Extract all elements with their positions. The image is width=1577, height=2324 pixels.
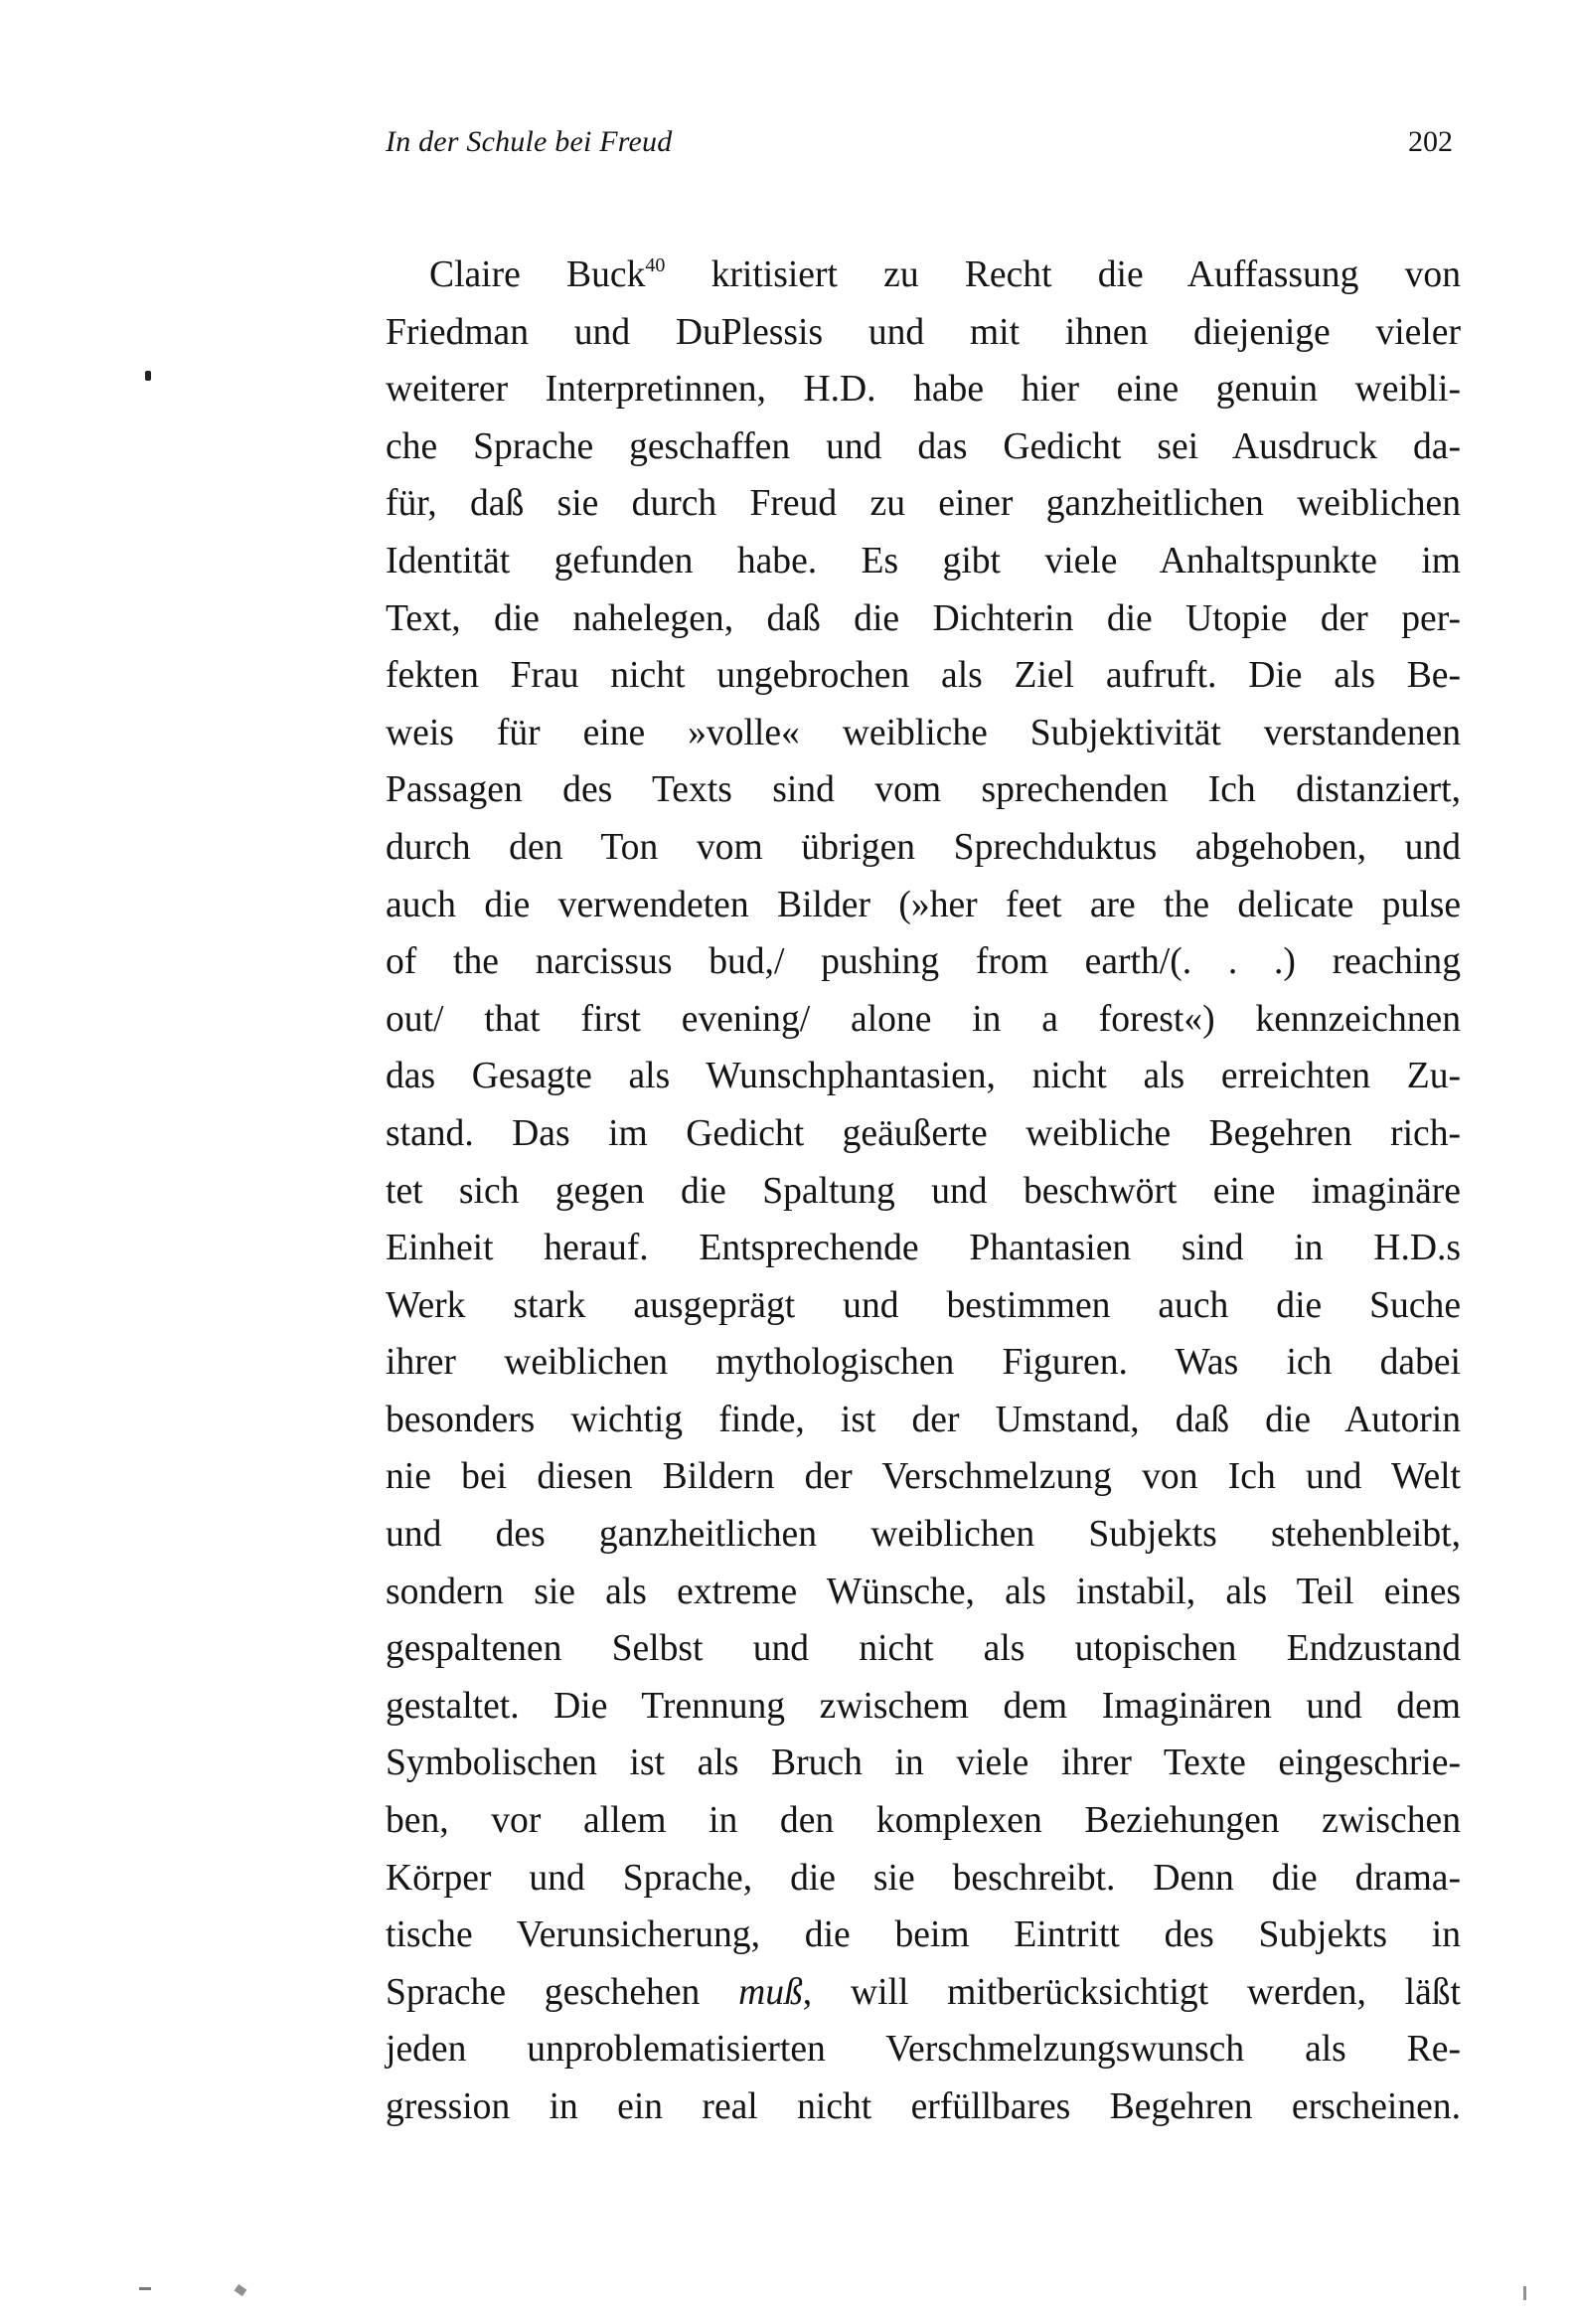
text-line: out/ that first evening/ alone in a forest«) kennzeichnen: [386, 998, 1461, 1040]
text-line: Identität gefunden habe. Es gibt viele Anhaltspunkte im: [386, 540, 1461, 581]
running-head: [386, 125, 1453, 165]
text-line: weis für eine »volle« weibliche Subjektivität verstandenen: [386, 712, 1461, 753]
margin-mark: [145, 371, 151, 381]
page-number: 202: [1408, 125, 1453, 158]
scan-speck: [235, 2284, 247, 2296]
line-text: Sprache geschehen: [386, 1971, 701, 2013]
text-line: [386, 1964, 1461, 2022]
text-line: besonders wichtig finde, ist der Umstand, daß die Autorin: [386, 1399, 1461, 1440]
line-text: kritisiert zu Recht die Auffassung von: [665, 254, 1461, 295]
text-line: Werk stark ausgeprägt und bestimmen auch die Suche: [386, 1284, 1461, 1326]
footnote-reference[interactable]: 40: [645, 254, 666, 276]
text-line: che Sprache geschaffen und das Gedicht sei Ausdruck da-: [386, 425, 1461, 467]
text-line: ben, vor allem in den komplexen Beziehungen zwischen: [386, 1800, 1461, 1842]
text-line: of the narcissus bud,/ pushing from earth/(. . .) reaching: [386, 941, 1461, 983]
scan-speck: [1523, 2286, 1526, 2300]
text-line: gression in ein real nicht erfüllbares Begehren erscheinen.: [386, 2086, 1461, 2127]
text-line: tische Verunsicherung, die beim Eintritt des Subjekts in: [386, 1914, 1461, 1956]
line-text: , will mitberücksichtigt werden, läßt: [802, 1971, 1461, 2013]
emphasized-word: muß: [738, 1971, 803, 2013]
text-line: durch den Ton vom übrigen Sprechduktus abgehoben, und: [386, 826, 1461, 868]
text-line: weiterer Interpretinnen, H.D. habe hier eine genuin weibli-: [386, 369, 1461, 411]
text-line: Text, die nahelegen, daß die Dichterin die Utopie der per-: [386, 597, 1461, 639]
text-line: Symbolischen ist als Bruch in viele ihrer Texte eingeschrie-: [386, 1743, 1461, 1784]
text-line: Friedman und DuPlessis und mit ihnen diejenige vieler: [386, 311, 1461, 353]
text-line: Körper und Sprache, die sie beschreibt. Denn die drama-: [386, 1857, 1461, 1899]
text-line: für, daß sie durch Freud zu einer ganzheitlichen weiblichen: [386, 483, 1461, 525]
running-title: In der Schule bei Freud: [386, 125, 673, 158]
text-line: fekten Frau nicht ungebrochen als Ziel aufruft. Die als Be-: [386, 655, 1461, 697]
line-text: Claire Buck: [429, 254, 646, 295]
scan-speck: [139, 2287, 151, 2290]
text-line: auch die verwendeten Bilder (»her feet are the delicate pulse: [386, 884, 1461, 925]
text-line: jeden unproblematisierten Verschmelzungswunsch als Re-: [386, 2029, 1461, 2071]
text-line: das Gesagte als Wunschphantasien, nicht als erreichten Zu-: [386, 1056, 1461, 1097]
text-line: Passagen des Texts sind vom sprechenden Ich distanziert,: [386, 769, 1461, 811]
text-line: [386, 247, 1461, 304]
text-line: und des ganzheitlichen weiblichen Subjekts stehenbleibt,: [386, 1514, 1461, 1556]
text-line: sondern sie als extreme Wünsche, als instabil, als Teil eines: [386, 1571, 1461, 1612]
text-line: stand. Das im Gedicht geäußerte weibliche Begehren rich-: [386, 1112, 1461, 1154]
text-line: nie bei diesen Bildern der Verschmelzung von Ich und Welt: [386, 1456, 1461, 1498]
body-paragraph: [386, 247, 1461, 2136]
text-line: ihrer weiblichen mythologischen Figuren. Was ich dabei: [386, 1342, 1461, 1384]
text-line: Einheit herauf. Entsprechende Phantasien sind in H.D.s: [386, 1228, 1461, 1269]
text-line: tet sich gegen die Spaltung und beschwört eine imaginäre: [386, 1170, 1461, 1212]
text-line: gestaltet. Die Trennung zwischem dem Imaginären und dem: [386, 1685, 1461, 1727]
text-line: gespaltenen Selbst und nicht als utopischen Endzustand: [386, 1628, 1461, 1670]
